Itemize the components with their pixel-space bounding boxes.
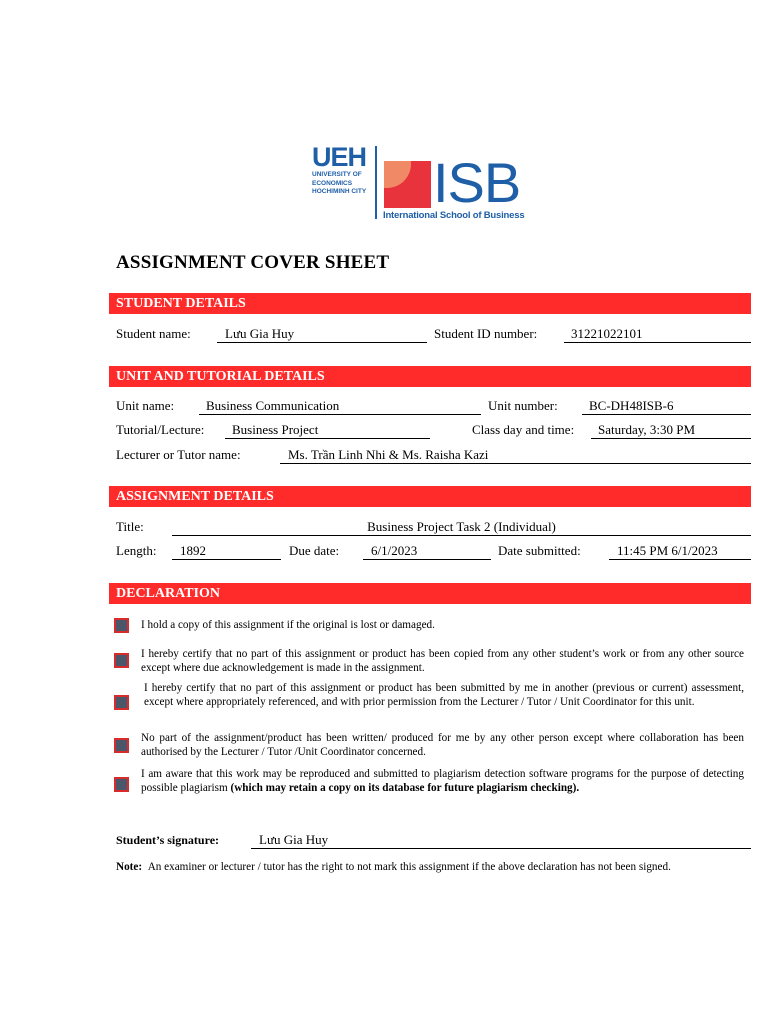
note-label: Note: bbox=[116, 861, 143, 873]
lecturer-name-field[interactable]: Ms. Trần Linh Nhi & Ms. Raisha Kazi bbox=[280, 446, 751, 464]
ueh-logo-line: HOCHIMINH CITY bbox=[312, 188, 367, 196]
section-header-unit-details: UNIT AND TUTORIAL DETAILS bbox=[109, 366, 751, 387]
declaration-checkbox[interactable] bbox=[114, 738, 129, 753]
declaration-text-bold: (which may retain a copy on its database for future plagiarism checking). bbox=[230, 782, 580, 794]
checkbox-fill bbox=[116, 655, 127, 666]
student-id-field[interactable]: 31221022101 bbox=[564, 325, 751, 343]
section-header-assignment-details: ASSIGNMENT DETAILS bbox=[109, 486, 751, 507]
unit-name-label: Unit name: bbox=[116, 398, 175, 413]
declaration-text bbox=[141, 767, 744, 795]
section-header-student-details: STUDENT DETAILS bbox=[109, 293, 751, 314]
signature-field[interactable]: Lưu Gia Huy bbox=[251, 831, 751, 849]
note-text bbox=[116, 860, 744, 874]
isb-logo-subtitle: International School of Business bbox=[383, 210, 525, 221]
class-day-time-label: Class day and time: bbox=[472, 422, 575, 437]
lecturer-name-label: Lecturer or Tutor name: bbox=[116, 447, 241, 462]
length-label: Length: bbox=[116, 543, 157, 558]
declaration-text: No part of the assignment/product has been written/ produced for me by any other person except where collaboration has been authorised by the Lecturer / Tutor /Unit Coordinator concerned. bbox=[141, 732, 744, 758]
tutorial-lecture-field[interactable]: Business Project bbox=[225, 421, 430, 439]
declaration-text: I hereby certify that no part of this assignment or product has been copied from any other student’s work or from any other source except where due acknowledgement is made in the assignment. bbox=[141, 648, 744, 674]
date-submitted-field[interactable]: 11:45 PM 6/1/2023 bbox=[609, 542, 751, 560]
class-day-time-field[interactable]: Saturday, 3:30 PM bbox=[591, 421, 751, 439]
declaration-checkbox[interactable] bbox=[114, 618, 129, 633]
checkbox-fill bbox=[116, 740, 127, 751]
declaration-text: I hereby certify that no part of this assignment or product has been submitted by me in another (previous or current) assessment, except where appropriately referenced, and with prior permission from the Lecturer / Tutor / Unit Coordinator for this unit. bbox=[144, 682, 744, 708]
unit-number-label: Unit number: bbox=[488, 398, 558, 413]
student-id-label: Student ID number: bbox=[434, 326, 538, 341]
isb-logo-mark bbox=[384, 161, 431, 208]
assignment-title-field[interactable]: Business Project Task 2 (Individual) bbox=[172, 518, 751, 536]
unit-number-field[interactable]: BC-DH48ISB-6 bbox=[582, 397, 751, 415]
tutorial-lecture-label: Tutorial/Lecture: bbox=[116, 422, 205, 437]
date-submitted-label: Date submitted: bbox=[498, 543, 581, 558]
note-body: An examiner or lecturer / tutor has the right to not mark this assignment if the above declaration has not been signed. bbox=[147, 861, 671, 873]
ueh-logo-line: UNIVERSITY OF bbox=[312, 171, 362, 178]
checkbox-fill bbox=[116, 620, 127, 631]
checkbox-fill bbox=[116, 779, 127, 790]
due-date-field[interactable]: 6/1/2023 bbox=[363, 542, 491, 560]
page-title: ASSIGNMENT COVER SHEET bbox=[116, 252, 390, 273]
ueh-logo-text: UEH bbox=[312, 142, 367, 172]
ueh-logo bbox=[312, 144, 374, 220]
declaration-text-regular: I am aware that this work may be reproduced and submitted to plagiarism detection software programs for the purpose of detecting possible plagiarism bbox=[141, 768, 744, 794]
due-date-label: Due date: bbox=[289, 543, 340, 558]
signature-label: Student’s signature: bbox=[116, 833, 220, 847]
checkbox-fill bbox=[116, 697, 127, 708]
student-name-label: Student name: bbox=[116, 326, 191, 341]
isb-logo-circle bbox=[384, 161, 411, 188]
declaration-checkbox[interactable] bbox=[114, 653, 129, 668]
declaration-checkbox[interactable] bbox=[114, 695, 129, 710]
student-name-field[interactable]: Lưu Gia Huy bbox=[217, 325, 427, 343]
ueh-logo-line: ECONOMICS bbox=[312, 179, 353, 187]
declaration-checkbox[interactable] bbox=[114, 777, 129, 792]
unit-name-field[interactable]: Business Communication bbox=[199, 397, 481, 415]
length-field[interactable]: 1892 bbox=[172, 542, 281, 560]
assignment-title-label: Title: bbox=[116, 519, 144, 534]
isb-logo-text: ISB bbox=[433, 151, 521, 214]
section-header-declaration: DECLARATION bbox=[109, 583, 751, 604]
logo-divider bbox=[375, 146, 377, 219]
declaration-text: I hold a copy of this assignment if the original is lost or damaged. bbox=[141, 619, 435, 631]
